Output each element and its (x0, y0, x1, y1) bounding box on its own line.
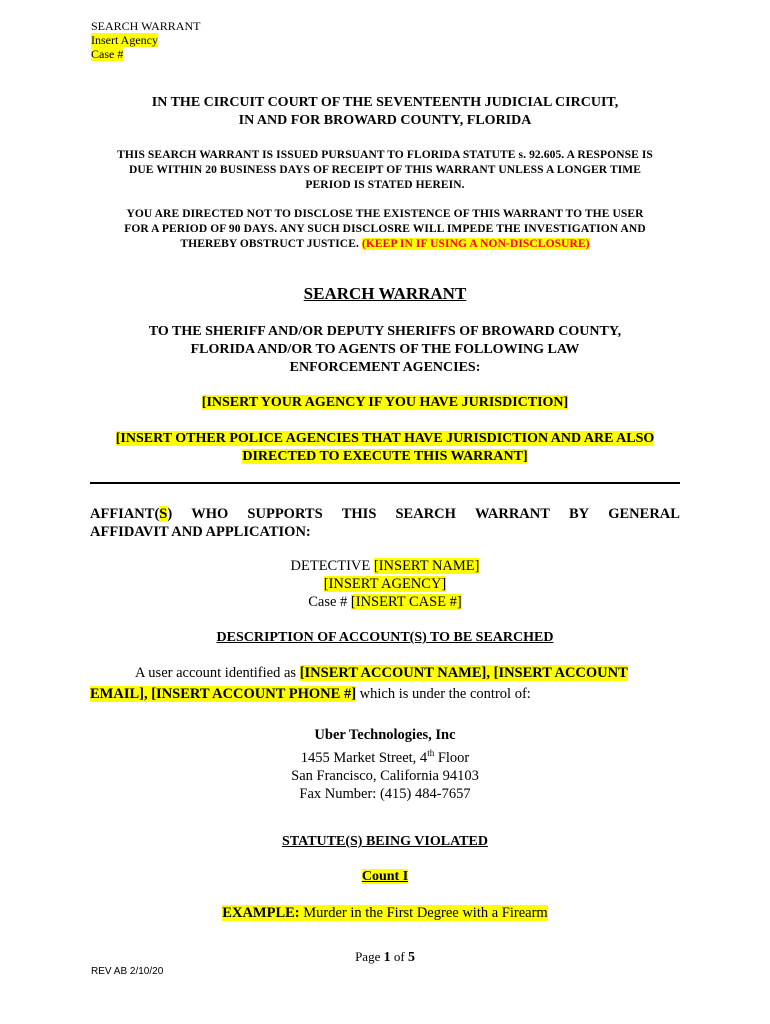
header-block (91, 19, 200, 61)
company-fax: Fax Number: (415) 484-7657 (299, 785, 471, 802)
other-agencies-line-1: [INSERT OTHER POLICE AGENCIES THAT HAVE JURISDICTION AND ARE ALSO (115, 431, 655, 446)
affiant-word-3: WHO (191, 506, 229, 522)
detective-line (90, 557, 680, 575)
affiant-word-7: WARRANT (475, 506, 550, 522)
page-of-word: of (390, 949, 408, 964)
affiant-line-1 (90, 505, 680, 523)
affiant-word-2: ) (167, 506, 173, 522)
addressee-line-3: ENFORCEMENT AGENCIES: (289, 360, 481, 375)
agency-placeholder-line (90, 394, 680, 412)
nondisclosure-note: (KEEP IN IF USING A NON-DISCLOSURE) (361, 238, 590, 250)
account-prefix: A user account identified as (135, 665, 300, 681)
company-name: Uber Technologies, Inc (314, 727, 456, 743)
section-divider (90, 482, 680, 484)
affiant-line-2: AFFIDAVIT AND APPLICATION: (90, 524, 311, 540)
statute-notice (90, 148, 680, 193)
example-text: Murder in the First Degree with a Firearm (299, 905, 548, 921)
agency-placeholder: [INSERT YOUR AGENCY IF YOU HAVE JURISDICTION] (201, 395, 569, 410)
example-highlight (222, 905, 547, 921)
statute-notice-line-3: PERIOD IS STATED HEREIN. (305, 179, 465, 191)
court-line-2: IN AND FOR BROWARD COUNTY, FLORIDA (238, 113, 532, 128)
warrant-title: SEARCH WARRANT (303, 284, 467, 303)
detective-name: [INSERT NAME] (373, 558, 480, 574)
header-title: SEARCH WARRANT (91, 19, 201, 33)
addressee-block (90, 323, 680, 377)
page-number (90, 949, 680, 966)
page-current: 1 (383, 950, 391, 965)
affiant-word-0: AFFIANT( (90, 506, 160, 522)
page-total: 5 (407, 950, 415, 965)
statute-notice-line-1: THIS SEARCH WARRANT IS ISSUED PURSUANT TO FLORIDA STATUTE s. 92.605. A RESPONSE IS (117, 149, 653, 161)
court-heading (90, 94, 680, 130)
affiant-paragraph (90, 505, 680, 541)
detective-case-line (90, 593, 680, 611)
company-street-post: Floor (434, 749, 470, 766)
affiant-word-s: S (159, 506, 168, 522)
addressee-line-1: TO THE SHERIFF AND/OR DEPUTY SHERIFFS OF BROWARD COUNTY, (148, 324, 622, 339)
court-line-1: IN THE CIRCUIT COURT OF THE SEVENTEENTH JUDICIAL CIRCUIT, (151, 95, 619, 110)
accounts-heading: DESCRIPTION OF ACCOUNT(S) TO BE SEARCHED (216, 630, 554, 645)
header-agency: Insert Agency (91, 33, 158, 47)
affiant-word-6: SEARCH (395, 506, 456, 522)
detective-block (90, 557, 680, 611)
company-block (90, 726, 680, 803)
example-line (90, 904, 680, 922)
nondisclosure-line-3-text: THEREBY OBSTRUCT JUSTICE. (180, 238, 359, 250)
account-paragraph (90, 663, 680, 705)
detective-prefix: DETECTIVE (290, 558, 374, 574)
company-street-pre: 1455 Market Street, 4 (300, 749, 428, 766)
affiant-word-8: BY (569, 506, 590, 522)
account-line-1 (90, 663, 680, 684)
addressee-line-2: FLORIDA AND/OR TO AGENTS OF THE FOLLOWING LAW (190, 342, 580, 357)
company-city: San Francisco, California 94103 (291, 767, 479, 784)
example-label: EXAMPLE: (222, 905, 300, 921)
other-agencies-block (90, 430, 680, 466)
revision-label: REV AB 2/10/20 (91, 966, 164, 977)
affiant-word-9: GENERAL (608, 506, 680, 522)
nondisclosure-line-3 (90, 237, 680, 252)
affiant-word-affiant (90, 505, 172, 523)
detective-agency: [INSERT AGENCY] (323, 576, 447, 592)
count-line (90, 868, 680, 886)
statute-heading: STATUTE(S) BEING VIOLATED (282, 834, 488, 849)
page-word: Page (355, 949, 384, 964)
detective-case: [INSERT CASE #] (350, 594, 462, 610)
company-street (90, 744, 680, 767)
account-placeholder-1: [INSERT ACCOUNT NAME], [INSERT ACCOUNT (299, 665, 628, 681)
statute-notice-line-2: DUE WITHIN 20 BUSINESS DAYS OF RECEIPT OF THIS WARRANT UNLESS A LONGER TIME (128, 164, 642, 176)
account-suffix: which is under the control of: (356, 686, 531, 702)
count-label: Count I (361, 869, 409, 884)
nondisclosure-line-1: YOU ARE DIRECTED NOT TO DISCLOSE THE EXISTENCE OF THIS WARRANT TO THE USER (126, 208, 644, 220)
nondisclosure-line-2: FOR A PERIOD OF 90 DAYS. ANY SUCH DISCLOSRE WILL IMPEDE THE INVESTIGATION AND (124, 223, 646, 235)
affiant-word-5: THIS (341, 506, 377, 522)
nondisclosure-notice (90, 207, 680, 252)
account-placeholder-2: EMAIL], [INSERT ACCOUNT PHONE #] (90, 686, 357, 702)
header-case: Case # (91, 47, 124, 61)
affiant-word-4: SUPPORTS (247, 506, 323, 522)
detective-case-prefix: Case # (308, 594, 351, 610)
company-street-sup: th (427, 748, 435, 758)
other-agencies-line-2: DIRECTED TO EXECUTE THIS WARRANT] (242, 449, 528, 464)
account-line-2 (90, 684, 680, 705)
